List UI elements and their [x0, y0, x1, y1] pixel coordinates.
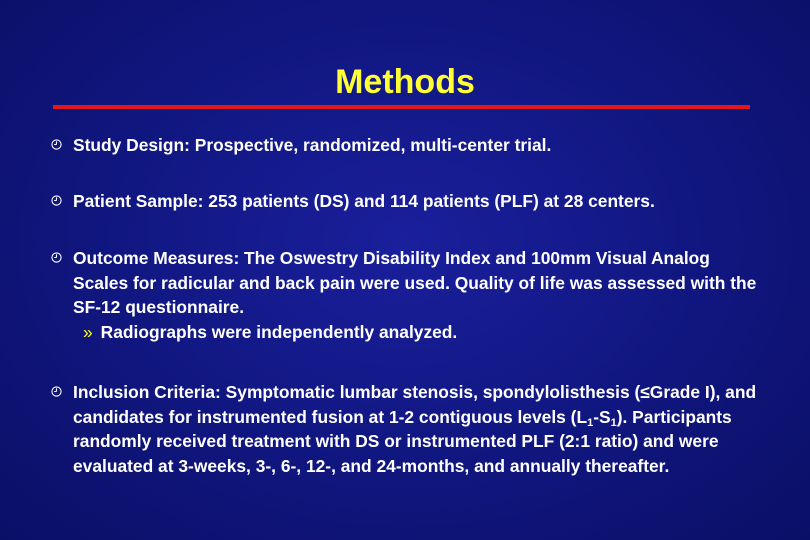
inclusion-text-a: Inclusion Criteria: Symptomatic lumbar stenosis, spondylolisthesis (≤Grade I), and candidates for instrumented fusion at 1-2 contiguous levels (L: [73, 382, 757, 427]
clock-icon: [51, 252, 62, 263]
slide-title-text: Methods: [335, 63, 475, 101]
clock-icon: [51, 139, 62, 150]
inclusion-text-c: ). Participants randomly received treatment with DS or instrumented PLF (2:1 ratio) and were evaluated at 3-weeks, 3-, 6-, 12-, and 24-months, and annually thereafter.: [73, 406, 732, 476]
title-divider: [53, 105, 750, 109]
sub-bullet-marker: »: [83, 321, 93, 342]
bullet-text: [73, 380, 763, 478]
bullet-text: Patient Sample: 253 patients (DS) and 114 patients (PLF) at 28 centers.: [73, 191, 655, 211]
sub-bullet: [73, 320, 763, 345]
clock-icon: [51, 195, 62, 206]
inclusion-text-b: -S: [593, 406, 611, 427]
bullet-text: Study Design: Prospective, randomized, multi-center trial.: [73, 135, 552, 155]
subscript-l1: 1: [587, 416, 594, 429]
bullet-main-text: Outcome Measures: The Oswestry Disability Index and 100mm Visual Analog Scales for radicular and back pain were used. Quality of life was assessed with the SF-12 questionnaire.: [73, 248, 757, 317]
clock-icon: [51, 386, 62, 397]
subscript-s1: 1: [610, 416, 617, 429]
slide-title: [0, 62, 810, 102]
sub-bullet-text: Radiographs were independently analyzed.: [100, 321, 458, 342]
bullet-text: [73, 246, 763, 344]
